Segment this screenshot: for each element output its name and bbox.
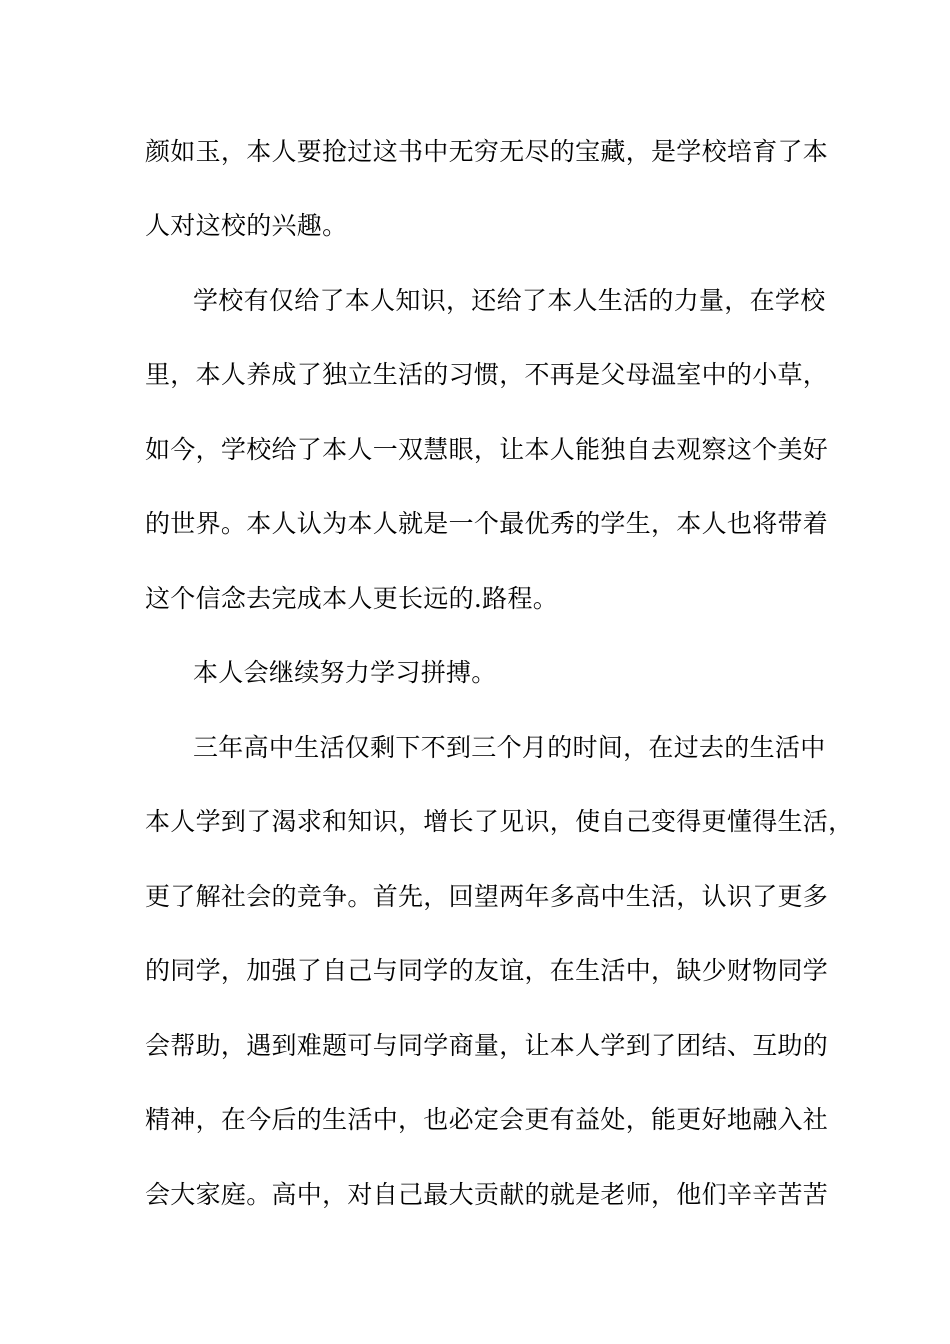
text-line: 的世界。本人认为本人就是一个最优秀的学生，本人也将带着 xyxy=(145,509,829,538)
text-line: 会帮助，遇到难题可与同学商量，让本人学到了团结、互助的 xyxy=(145,1031,829,1060)
text-line: 这个信念去完成本人更长远的.路程。 xyxy=(145,584,559,613)
text-line: 会大家庭。高中，对自己最大贡献的就是老师，他们辛辛苦苦 xyxy=(145,1180,829,1209)
text-line: 的同学，加强了自己与同学的友谊，在生活中，缺少财物同学 xyxy=(145,956,829,985)
paragraph-first-line: 学校有仅给了本人知识，还给了本人生活的力量，在学校 xyxy=(193,286,826,315)
text-line: 本人学到了渴求和知识，增长了见识，使自己变得更懂得生活， xyxy=(145,807,854,836)
text-line: 精神，在今后的生活中，也必定会更有益处，能更好地融入社 xyxy=(145,1105,829,1134)
text-line: 如今，学校给了本人一双慧眼，让本人能独自去观察这个美好 xyxy=(145,435,829,464)
text-line: 颜如玉，本人要抢过这书中无穷无尽的宝藏，是学校培育了本 xyxy=(145,137,829,166)
paragraph-first-line: 本人会继续努力学习拼搏。 xyxy=(193,658,497,687)
text-line: 更了解社会的竞争。首先，回望两年多高中生活，认识了更多 xyxy=(145,882,829,911)
text-line: 里，本人养成了独立生活的习惯，不再是父母温室中的小草， xyxy=(145,360,829,389)
paragraph-first-line: 三年高中生活仅剩下不到三个月的时间，在过去的生活中 xyxy=(193,733,826,762)
text-line: 人对这校的兴趣。 xyxy=(145,211,348,240)
